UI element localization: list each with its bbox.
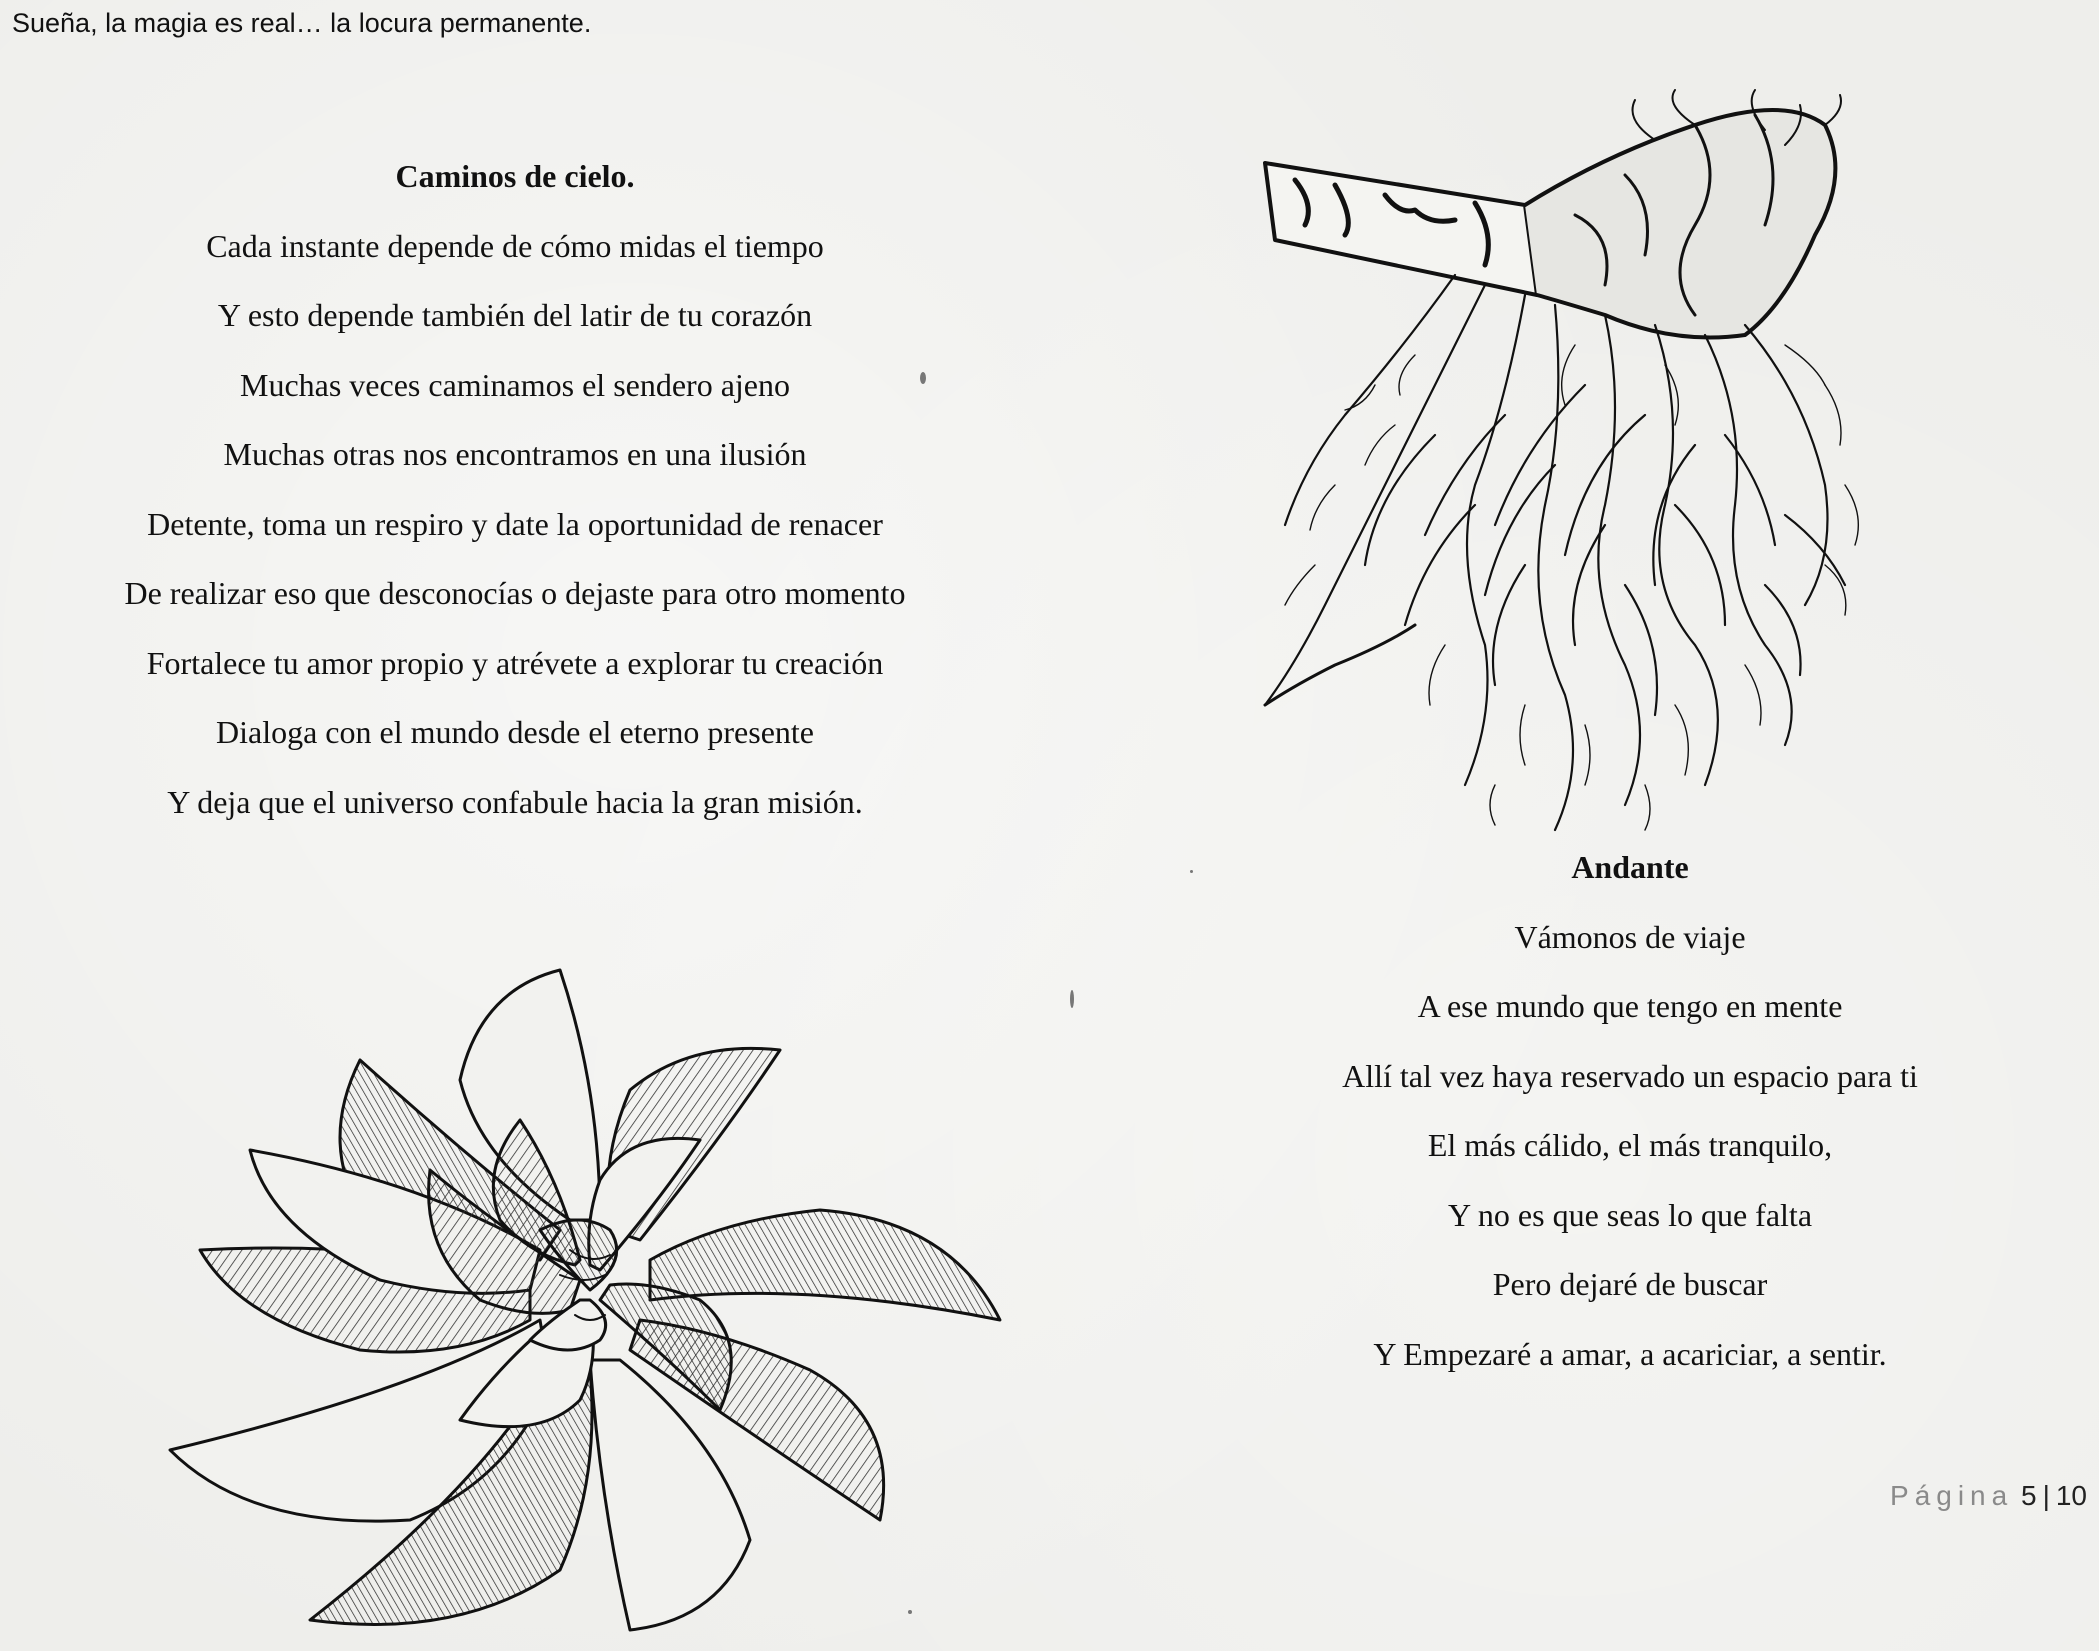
poem-line: Cada instante depende de cómo midas el tiempo	[206, 227, 824, 264]
poem-line: Fortalece tu amor propio y atrévete a explorar tu creación	[146, 644, 884, 681]
paper-speck	[920, 372, 926, 384]
poem-line: Muchas veces caminamos el sendero ajeno	[239, 366, 790, 403]
paper-speck	[908, 1610, 912, 1614]
poem-title: Andante	[1571, 849, 1689, 885]
poem-line: Muchas otras nos encontramos en una ilusión	[223, 436, 807, 472]
page-total: 10	[2055, 1480, 2087, 1511]
poem-line: Y esto depende también del latir de tu corazón	[217, 297, 813, 333]
poem-line: A ese mundo que tengo en mente	[1417, 988, 1843, 1024]
poem-line: Vámonos de viaje	[1514, 918, 1746, 955]
page-label: Página	[1890, 1480, 2014, 1511]
page-separator: |	[2042, 1480, 2050, 1511]
roots-drawing-icon	[1225, 85, 1875, 855]
page-footer	[1890, 1480, 2087, 1512]
poem-line: Y Empezaré a amar, a acariciar, a sentir.	[1373, 1335, 1887, 1372]
poem-line: Detente, toma un respiro y date la oportunidad de renacer	[147, 505, 883, 542]
poem-line: Dialoga con el mundo desde el eterno presente	[216, 714, 814, 750]
paper-speck	[1070, 990, 1074, 1008]
page-number: 5	[2020, 1480, 2037, 1511]
poem-andante	[1240, 833, 2020, 1389]
poem-line: Allí tal vez haya reservado un espacio para ti	[1342, 1057, 1918, 1094]
poem-line: El más cálido, el más tranquilo,	[1427, 1127, 1833, 1163]
poem-title: Caminos de cielo.	[395, 158, 635, 194]
poem-line: Y no es que seas lo que falta	[1447, 1196, 1813, 1233]
paper-speck	[1190, 870, 1193, 873]
poem-caminos-de-cielo	[40, 142, 990, 837]
poem-line: Y deja que el universo confabule hacia la gran misión.	[167, 783, 863, 820]
page-header: Sueña, la magia es real… la locura permanente.	[12, 8, 592, 38]
succulent-flower-drawing-icon	[160, 920, 1010, 1640]
poem-line: De realizar eso que desconocías o dejaste para otro momento	[124, 575, 906, 611]
poem-line: Pero dejaré de buscar	[1492, 1266, 1768, 1302]
